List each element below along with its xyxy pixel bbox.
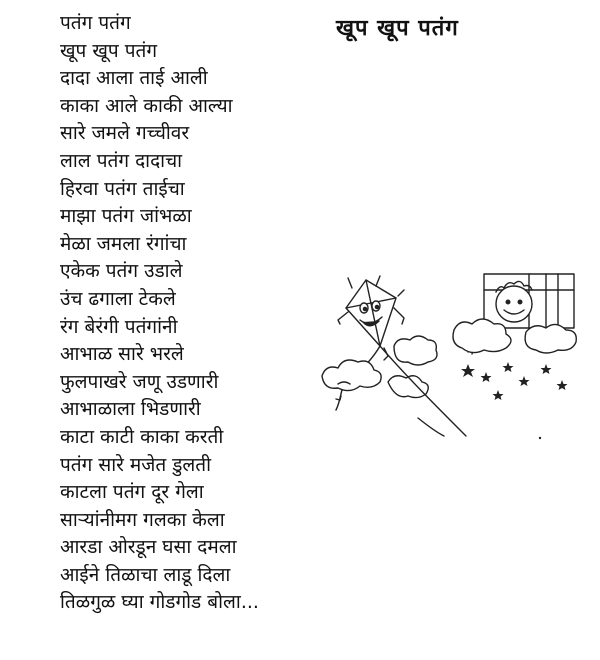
poem-line: आरडा ओरडून घसा दमला: [60, 536, 237, 559]
poem-title: खूप खूप पतंग: [336, 16, 459, 41]
poem-line: आभाळ सारे भरले: [60, 343, 184, 366]
cloud-icon: [525, 324, 576, 353]
poem-line: फुलपाखरे जणू उडणारी: [60, 370, 219, 393]
star-icon: [461, 362, 568, 400]
cloud-icon: [388, 376, 428, 398]
poem-line: रंग बेरंगी पतंगांनी: [60, 315, 178, 338]
poem-line: खूप खूप पतंग: [60, 39, 158, 62]
poem-line: साऱ्यांनीमग गलका केला: [60, 508, 225, 531]
poem-line: पतंग पतंग: [60, 12, 131, 34]
poem-line: उंच ढगाला टेकले: [60, 287, 176, 310]
poem-line: माझा पतंग जांभळा: [60, 205, 192, 228]
poem-lines: [60, 10, 259, 617]
poem-line: हिरवा पतंग ताईचा: [60, 177, 185, 200]
poem-line: सारे जमले गच्चीवर: [60, 122, 190, 145]
poem-line: काका आले काकी आल्या: [60, 94, 233, 117]
poem-line: दादा आला ताई आली: [60, 67, 208, 90]
poem-line: तिळगुळ घ्या गोडगोड बोला...: [60, 591, 259, 614]
poem-line: आभाळाला भिडणारी: [60, 398, 201, 421]
poem-line: एकेक पतंग उडाले: [60, 260, 183, 283]
cloud-icon: [394, 336, 437, 365]
poem-line: आईने तिळाचा लाडू दिला: [60, 563, 231, 586]
poem-line: मेळा जमला रंगांचा: [60, 232, 187, 255]
kite-illustration: [318, 268, 590, 446]
poem-line: लाल पतंग दादाचा: [60, 149, 183, 172]
poem-line: पतंग सारे मजेत डुलती: [60, 453, 212, 476]
poem-line: काटला पतंग दूर गेला: [60, 481, 204, 504]
cloud-icon: [322, 360, 381, 391]
poem-line: काटा काटी काका करती: [60, 425, 224, 448]
kite-icon: [338, 276, 404, 346]
